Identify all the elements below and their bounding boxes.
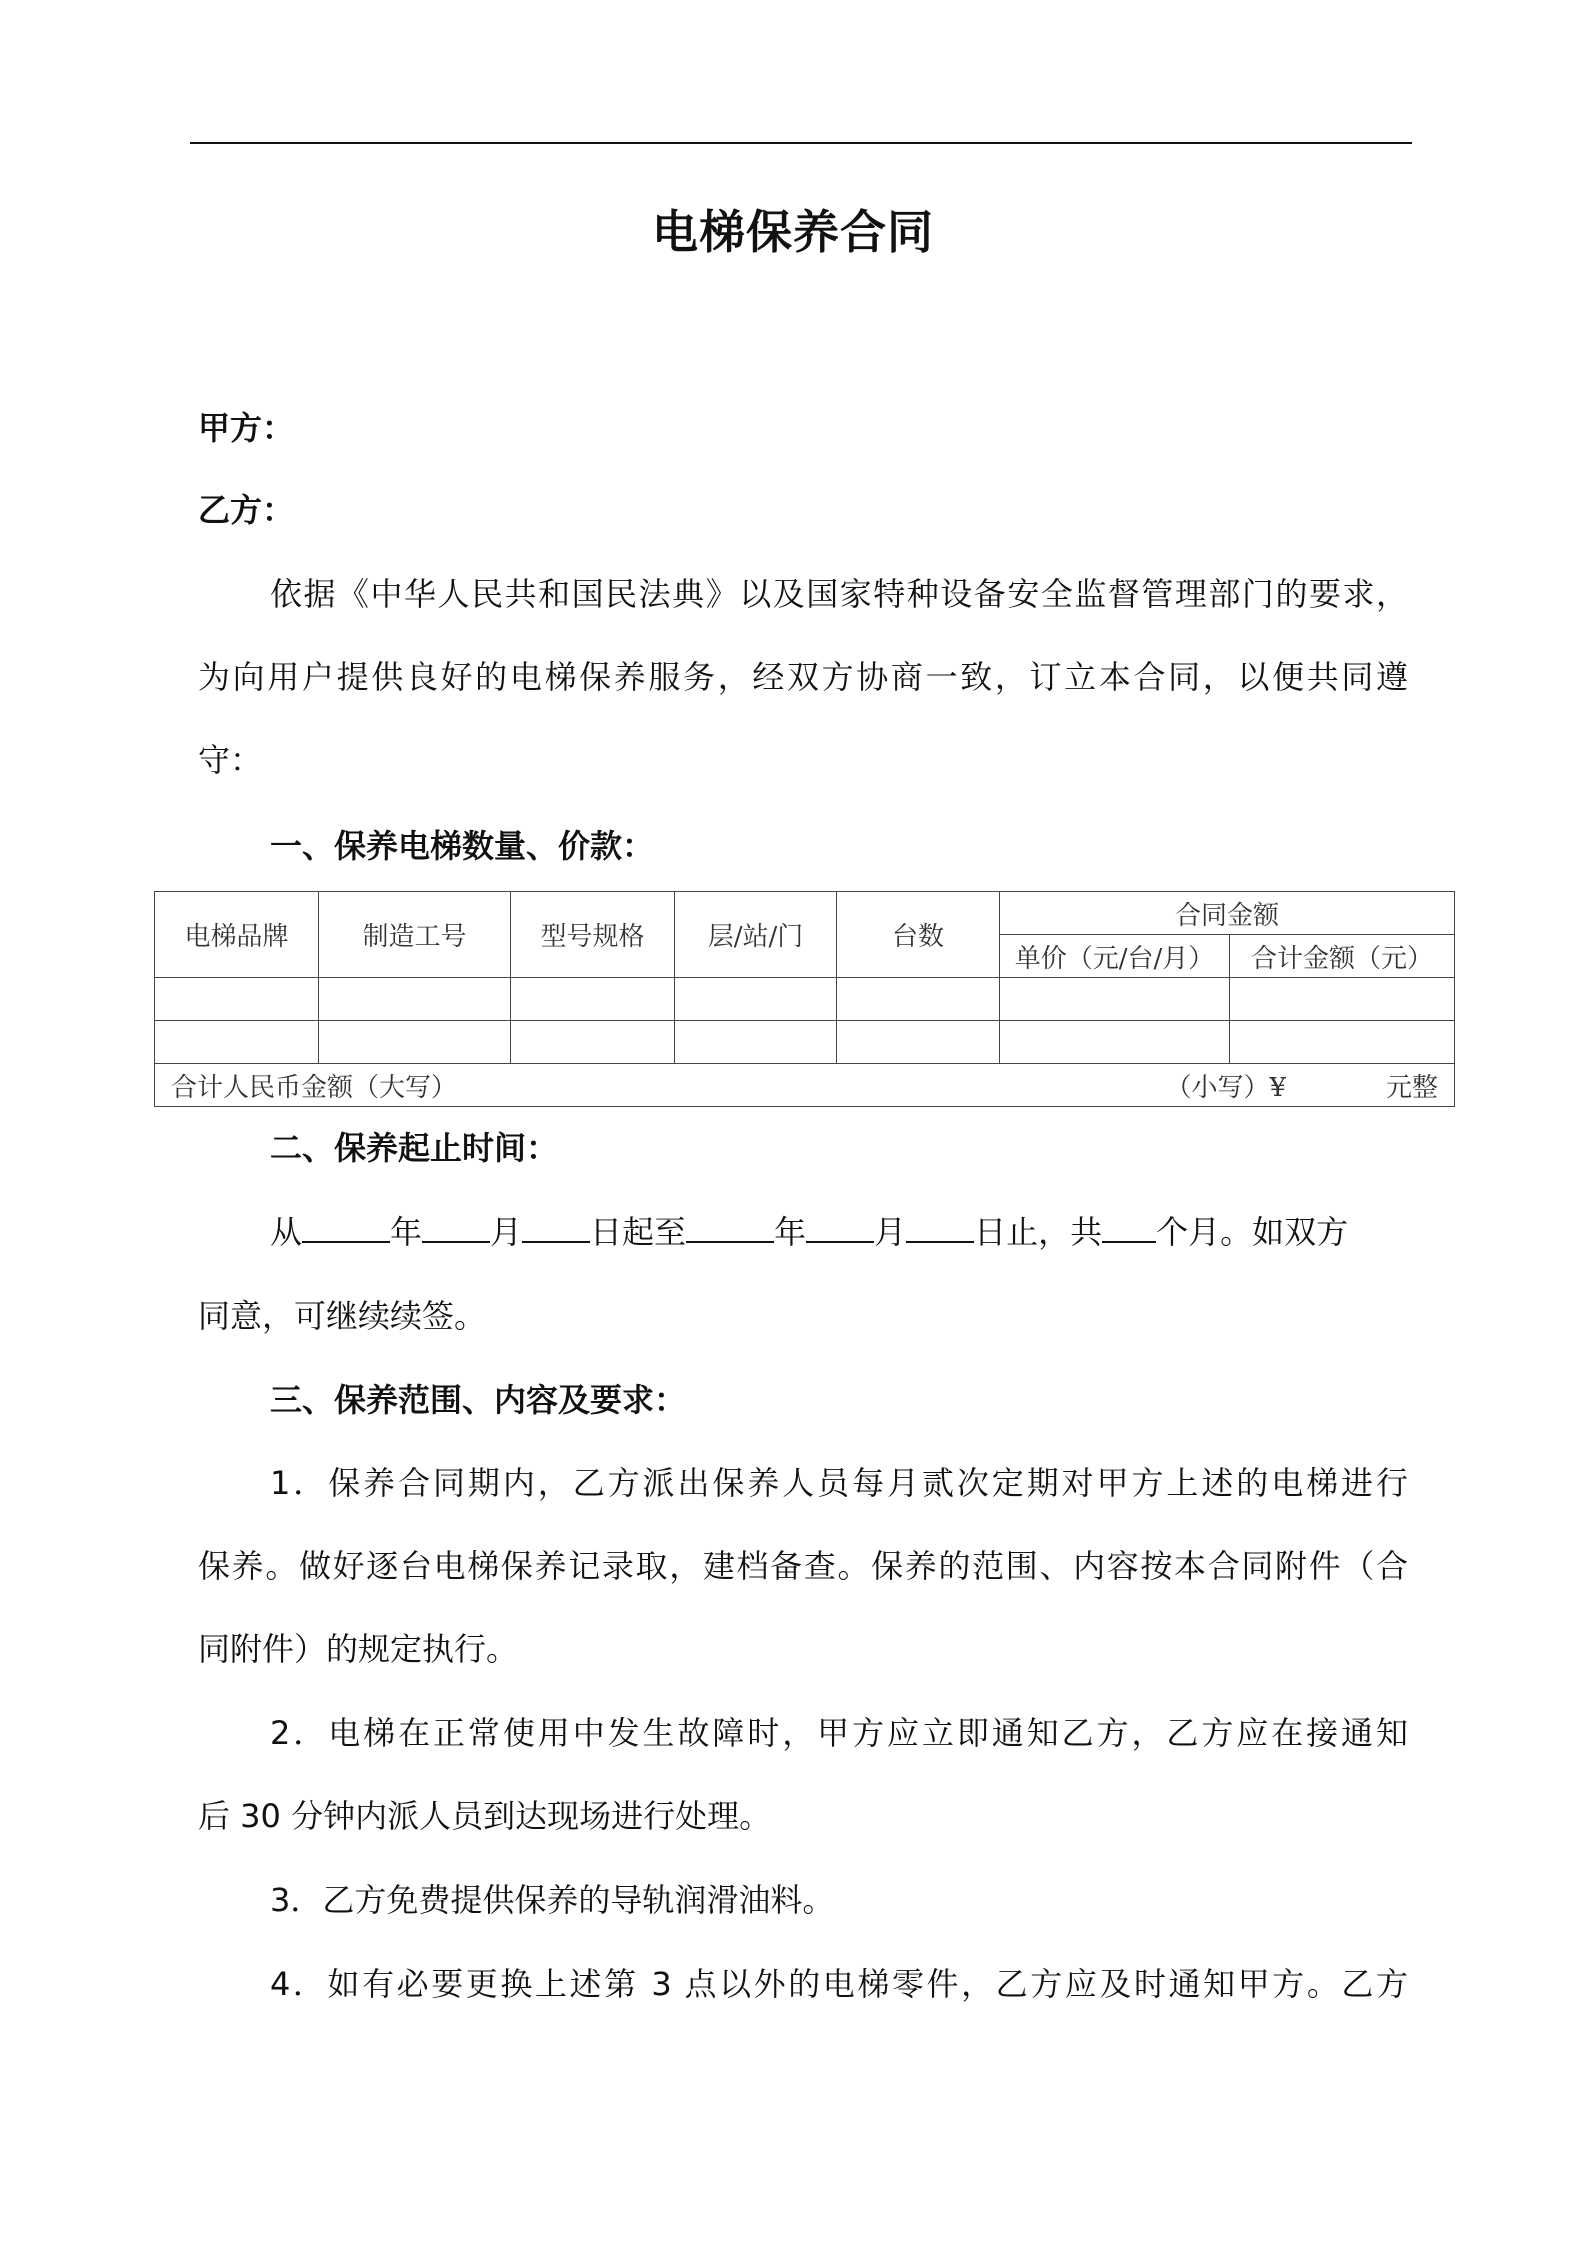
table-row bbox=[155, 978, 1455, 1021]
period-line bbox=[270, 1210, 1348, 1254]
header-contract-amount: 合同金额 bbox=[1000, 892, 1455, 935]
total-small-label: （小写）¥ bbox=[1165, 1072, 1286, 1103]
end-month-text: 月 bbox=[874, 1213, 907, 1251]
total-suffix: 元整 bbox=[1386, 1072, 1439, 1103]
end-month-blank[interactable] bbox=[806, 1211, 874, 1243]
item1-line-1: 1．保养合同期内，乙方派出保养人员每月贰次定期对甲方上述的电梯进行 bbox=[270, 1464, 1408, 1502]
table-cell[interactable] bbox=[155, 978, 319, 1021]
section1-heading: 一、保养电梯数量、价款： bbox=[270, 827, 655, 865]
table-cell[interactable] bbox=[675, 978, 837, 1021]
start-month-text: 月 bbox=[490, 1213, 523, 1251]
start-month-blank[interactable] bbox=[422, 1211, 490, 1243]
item2-line-1: 2．电梯在正常使用中发生故障时，甲方应立即通知乙方，乙方应在接通知 bbox=[270, 1714, 1408, 1752]
intro-line-2: 为向用户提供良好的电梯保养服务，经双方协商一致，订立本合同，以便共同遵 bbox=[198, 658, 1408, 696]
item3-line-1: 3．乙方免费提供保养的导轨润滑油料。 bbox=[270, 1881, 835, 1919]
end-year-text: 年 bbox=[774, 1213, 807, 1251]
intro-line-1: 依据《中华人民共和国民法典》以及国家特种设备安全监督管理部门的要求， bbox=[270, 575, 1408, 613]
section2-line-2: 同意，可继续续签。 bbox=[198, 1297, 487, 1335]
item2-line-2: 后 30 分钟内派人员到达现场进行处理。 bbox=[198, 1797, 772, 1835]
table-cell[interactable] bbox=[837, 978, 1000, 1021]
header-floors: 层/站/门 bbox=[675, 892, 837, 978]
start-year-text: 年 bbox=[390, 1213, 423, 1251]
subheader-total-amount: 合计金额（元） bbox=[1230, 935, 1455, 978]
section3-heading: 三、保养范围、内容及要求： bbox=[270, 1381, 687, 1419]
end-day-blank[interactable] bbox=[906, 1211, 974, 1243]
item4-line-1: 4．如有必要更换上述第 3 点以外的电梯零件，乙方应及时通知甲方。乙方 bbox=[270, 1965, 1408, 2003]
price-table bbox=[154, 891, 1455, 1107]
item1-line-3: 同附件）的规定执行。 bbox=[198, 1630, 519, 1668]
start-day-text: 日起至 bbox=[590, 1213, 687, 1251]
header-rule bbox=[190, 142, 1412, 144]
document-title: 电梯保养合同 bbox=[652, 205, 934, 259]
table-cell[interactable] bbox=[511, 978, 675, 1021]
total-small-cell bbox=[837, 1064, 1455, 1107]
table-cell[interactable] bbox=[1230, 1021, 1455, 1064]
end-year-blank[interactable] bbox=[686, 1211, 774, 1243]
table-header-row bbox=[155, 892, 1455, 935]
start-day-blank[interactable] bbox=[522, 1211, 590, 1243]
months-blank[interactable] bbox=[1102, 1211, 1156, 1243]
party-b-label: 乙方： bbox=[198, 491, 295, 529]
start-year-blank[interactable] bbox=[302, 1211, 390, 1243]
table-row bbox=[155, 1021, 1455, 1064]
table-cell[interactable] bbox=[675, 1021, 837, 1064]
header-serial: 制造工号 bbox=[319, 892, 511, 978]
header-quantity: 台数 bbox=[837, 892, 1000, 978]
subheader-unit-price: 单价（元/台/月） bbox=[1000, 935, 1230, 978]
table-cell[interactable] bbox=[837, 1021, 1000, 1064]
period-from-text: 从 bbox=[270, 1213, 303, 1251]
section2-heading: 二、保养起止时间： bbox=[270, 1129, 559, 1167]
end-day-text: 日止，共 bbox=[974, 1213, 1103, 1251]
table-cell[interactable] bbox=[1000, 1021, 1230, 1064]
header-brand: 电梯品牌 bbox=[155, 892, 319, 978]
months-text: 个月。如双方 bbox=[1156, 1213, 1349, 1251]
table-cell[interactable] bbox=[1230, 978, 1455, 1021]
table-cell[interactable] bbox=[511, 1021, 675, 1064]
table-cell[interactable] bbox=[319, 1021, 511, 1064]
table-cell[interactable] bbox=[319, 978, 511, 1021]
intro-line-3: 守： bbox=[198, 741, 263, 779]
table-total-row bbox=[155, 1064, 1455, 1107]
party-a-label: 甲方： bbox=[198, 409, 295, 447]
table-cell[interactable] bbox=[155, 1021, 319, 1064]
item1-line-2: 保养。做好逐台电梯保养记录取，建档备查。保养的范围、内容按本合同附件（合 bbox=[198, 1547, 1408, 1585]
total-capital-label: 合计人民币金额（大写） bbox=[155, 1064, 837, 1107]
header-model: 型号规格 bbox=[511, 892, 675, 978]
table-cell[interactable] bbox=[1000, 978, 1230, 1021]
